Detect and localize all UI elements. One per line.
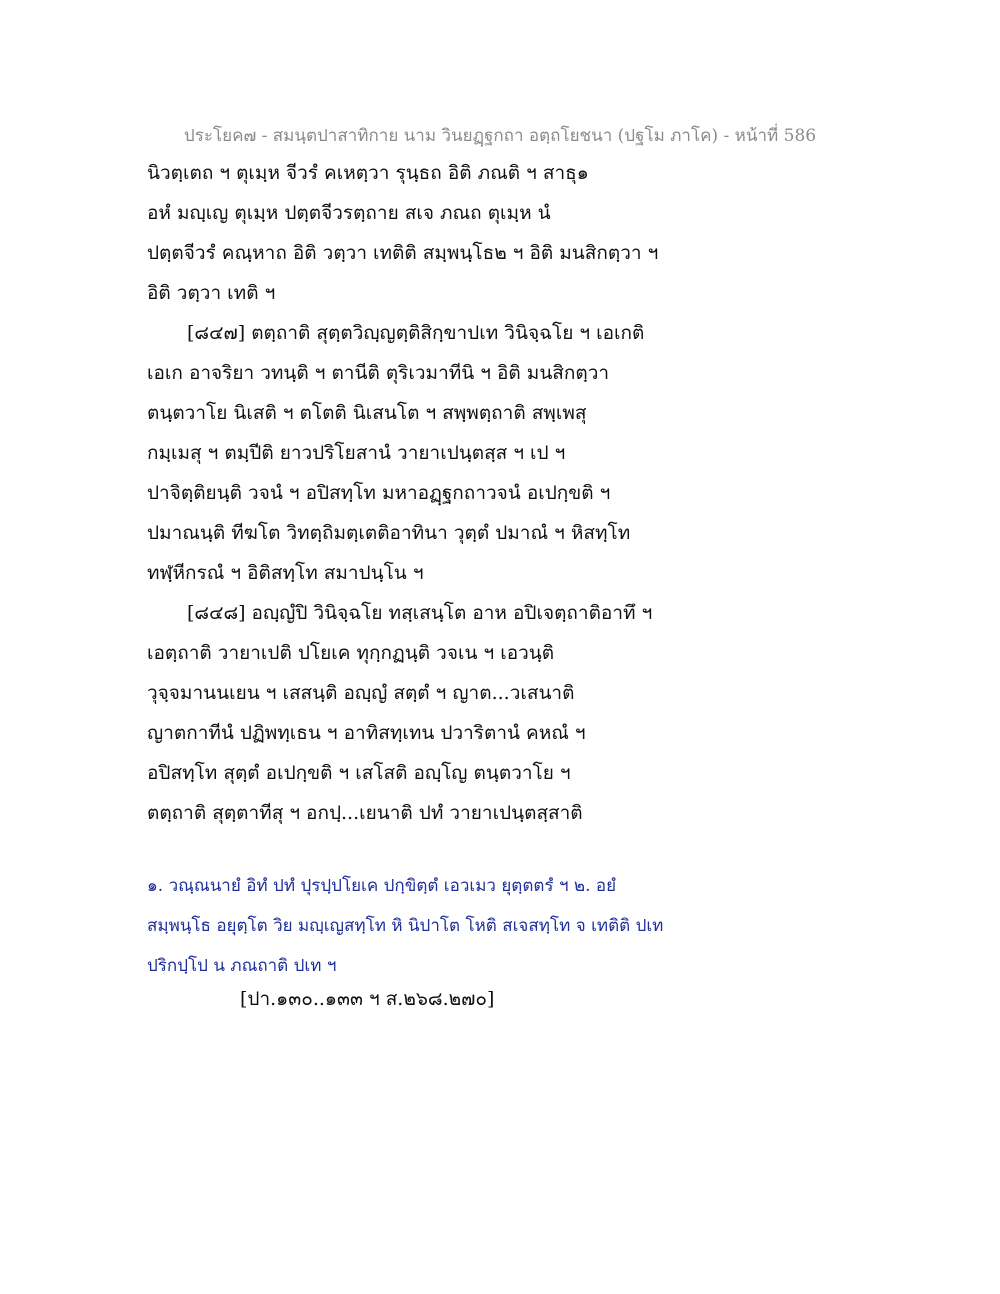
body-line: ตนฺตวาโย นิเสติ ฯ ตโตติ นิเสนโต ฯ สพฺพตฺถาติ สพฺเพสุ [147,402,587,424]
body-line: ปตฺตจีวรํ คณฺหาถ อิติ วตฺวา เทติติ สมฺพนฺโธ๒ ฯ อิติ มนสิกตฺวา ฯ [147,242,659,264]
body-line: ทฬฺหีกรณํ ฯ อิติสทฺโท สมาปนฺโน ฯ [147,562,424,584]
body-line: ปมาณนฺติ ทีฆโต วิทตฺถิมตฺเตติอาทินา วุตฺตํ ปมาณํ ฯ หิสทฺโท [147,522,631,544]
body-line: เอเก อาจริยา วทนฺติ ฯ ตานีติ ตุริเวมาทีนิ ฯ อิติ มนสิกตฺวา [147,362,610,384]
body-line: วุจฺจมานนเยน ฯ เสสนฺติ อญฺญํ สตฺตํ ฯ ญาต...วเสนาติ [147,682,575,704]
body-line: นิวตฺเตถ ฯ ตุเมฺห จีวรํ คเหตฺวา รุนฺธถ อิติ ภณติ ฯ สาธุ๑ [147,162,589,184]
body-line: ญาตกาทีนํ ปฏิพทฺเธน ฯ อาทิสทฺเทน ปวาริตานํ คหณํ ฯ [147,722,586,744]
body-line: อหํ มญฺเญ ตุเมฺห ปตฺตจีวรตฺถาย สเจ ภณถ ตุเมฺห นํ [147,202,551,224]
page-header: ประโยค๗ - สมนฺตปาสาทิกาย นาม วินยฏฺฐกถา อตฺถโยชนา (ปฐโม ภาโค) - หน้าที่ 586 [183,126,817,146]
body-line: อปิสทฺโท สุตฺตํ อเปกฺขติ ฯ เสโสติ อญฺโญ ตนฺตวาโย ฯ [147,762,571,784]
footnote-line: สมฺพนฺโธ อยุตฺโต วิย มญฺเญสทฺโท หิ นิปาโต โหติ สเจสทฺโท จ เทติติ ปเท [147,916,664,936]
body-line: อิติ วตฺวา เทติ ฯ [147,282,276,304]
paragraph-848-start: [๘๔๘] อญฺญํปิ วินิจฺฉโย ทสฺเสนฺโต อาห อปิเจตฺถาติอาทึ ฯ [187,602,653,624]
body-line: ตตฺถาติ สุตฺตาทีสุ ฯ อกปฺ...เยนาติ ปทํ วายาเปนฺตสฺสาติ [147,802,583,824]
footnotes [147,874,867,994]
body-line: ปาจิตฺติยนฺติ วจนํ ฯ อปิสทฺโท มหาอฏฺฐกถาวจนํ อเปกฺขติ ฯ [147,482,611,504]
body-text [147,160,867,840]
body-line: กมฺเมสุ ฯ ตมฺปีติ ยาวปริโยสานํ วายาเปนฺตสฺส ฯ เป ฯ [147,442,566,464]
paragraph-847-start: [๘๔๗] ตตฺถาติ สุตฺตวิญฺญตฺติสิกฺขาปเท วินิจฺฉโย ฯ เอเกติ [187,322,645,344]
footnote-line: ๑. วณฺณนายํ อิทํ ปทํ ปุรปฺปโยเค ปกฺขิตฺตํ เอวเมว ยุตฺตตรํ ฯ ๒. อยํ [147,876,617,896]
page-reference: [ปา.๑๓๐..๑๓๓ ฯ ส.๒๖๘.๒๗๐] [240,988,495,1010]
footnote-line: ปริกปฺโป น ภณถาติ ปเท ฯ [147,956,337,976]
body-line: เอตฺถาติ วายาเปติ ปโยเค ทุกฺกฏนฺติ วจเน ฯ เอวนฺติ [147,642,555,664]
